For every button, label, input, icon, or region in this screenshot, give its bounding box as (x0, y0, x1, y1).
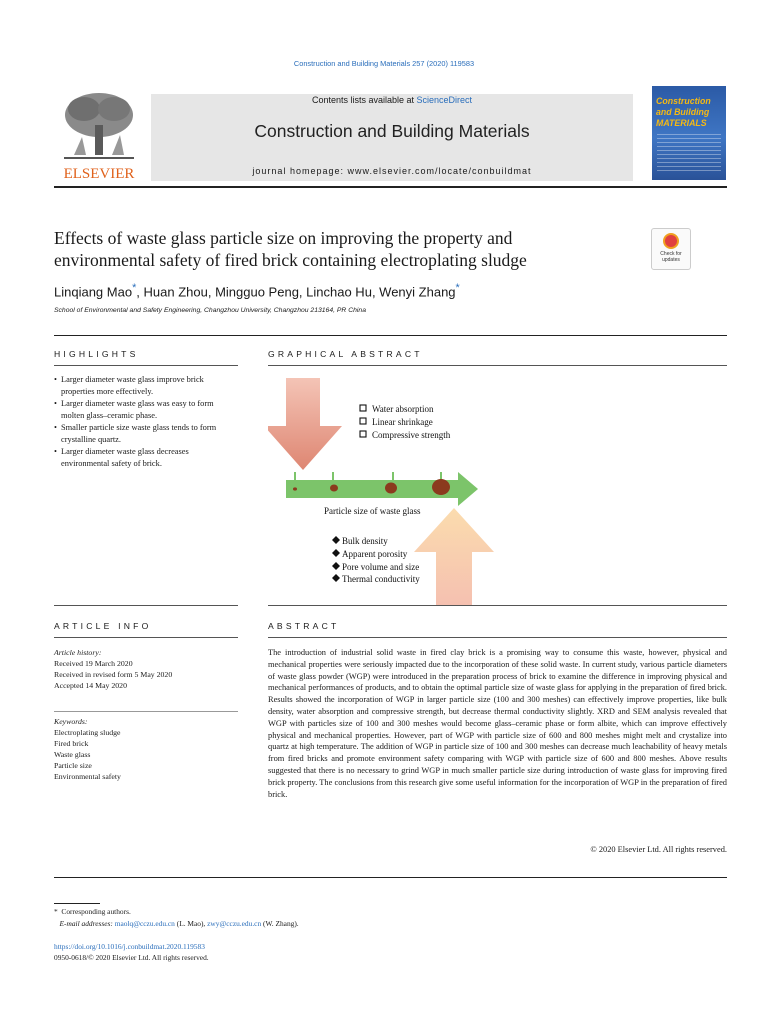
check-updates-icon (663, 233, 679, 249)
email-link[interactable]: zwy@cczu.edu.cn (207, 919, 262, 928)
highlights-heading: HIGHLIGHTS (54, 349, 139, 359)
corresponding-mark[interactable]: * (132, 282, 137, 294)
graphical-abstract-figure[interactable] (268, 374, 496, 606)
corresponding-footnote (54, 907, 131, 916)
legend-item: Pore volume and size (342, 562, 420, 572)
section-divider (54, 335, 727, 336)
particle-icon (385, 483, 397, 494)
section-rule (268, 605, 727, 606)
affiliation: School of Environmental and Safety Engineering, Changzhou University, Changzhou 213164, PR China (54, 307, 366, 314)
keywords-block (54, 716, 244, 782)
header-rule (54, 186, 727, 188)
homepage-prefix: journal homepage: (252, 166, 348, 176)
elsevier-tree-logo (54, 87, 144, 182)
author-name[interactable]: Mingguo Peng (215, 284, 299, 300)
author-list: Linqiang Mao*, Huan Zhou, Mingguo Peng, Linchao Hu, Wenyi Zhang* (54, 282, 460, 300)
contents-line (151, 95, 633, 105)
heading-rule (268, 637, 727, 638)
abstract-heading: ABSTRACT (268, 621, 340, 631)
journal-cover[interactable] (652, 86, 726, 180)
article-title: Effects of waste glass particle size on improving the property and environmental safety of fired brick containing electroplating sludge (54, 228, 527, 270)
legend-item: Apparent porosity (342, 549, 408, 559)
keyword-item: Electroplating sludge (54, 728, 121, 737)
legend-item: Water absorption (372, 404, 434, 414)
email-label: E-mail addresses: (59, 919, 113, 928)
axis-tick (392, 472, 394, 482)
email-owner: (L. Mao), (176, 919, 206, 928)
legend-item: Compressive strength (372, 430, 451, 440)
legend-item: Thermal conductivity (342, 574, 420, 584)
journal-homepage (151, 166, 633, 176)
cover-title: Construction and Building MATERIALS (656, 96, 711, 128)
cover-texture (657, 134, 721, 172)
homepage-url[interactable]: www.elsevier.com/locate/conbuildmat (347, 166, 532, 176)
axis-tick (294, 472, 296, 482)
highlight-item: • Larger diameter waste glass decreases environmental safety of brick. (54, 446, 238, 470)
check-updates-label: Check for updates (660, 251, 682, 263)
heading-rule (54, 365, 238, 366)
footnote-mark: * (54, 907, 58, 916)
footnote-rule (54, 903, 100, 904)
footnote-text: Corresponding authors. (61, 907, 131, 916)
legend-item: Bulk density (342, 536, 388, 546)
particle-icon (432, 479, 450, 495)
email-link[interactable]: maolq@cczu.edu.cn (114, 919, 175, 928)
particle-icon (293, 487, 297, 490)
section-rule (54, 605, 238, 606)
abstract-text: The introduction of industrial solid waste in fired clay brick is a promising way to consume this waste, however, physical and mechanical properties were seriously impacted due to the incorporation of these solid waste. In current study, various particle diameters of waste glass powder (WGP) were introduced in the preparation process of brick to examine the difference in improving physical and mechanical performances of products, and to obtain the optimal particle size of waste glass for applying in the preparation of fired brick. Results showed the incorporation of WGP in larger particle size (100 and 300 meshes) can effectively improve properties, like bulk density, water absorption and compressive strength, but decrease thermal conductivity slightly. XRD and SEM analysis revealed that WGP with particles size of 100 and 300 meshes would become glass–ceramic phase or form albite, which can improve effectively physical and mechanical properties. However, part of WGP with particle size of 600 and 800 meshes might melt and crystalize into quartz at high temperature. The addition of WGP in particle size of 100 and 300 meshes can decrease much leachability of heavy metals from fired bricks and promote environment safety comparing with WGP with particle size of 600 and 800 meshes. Above results suggested that there is no necessary to grind WGP in much smaller particle size during introduction of waste glass for improving fired brick property. The conclusions from this research give some useful information for the incorporation of WGP in the preparation of fired brick. (268, 648, 727, 799)
check-for-updates-badge[interactable] (651, 228, 691, 270)
history-accepted: Accepted 14 May 2020 (54, 681, 127, 690)
history-received: Received 19 March 2020 (54, 659, 133, 668)
highlight-item: • Larger diameter waste glass improve brick properties more effectively. (54, 374, 238, 398)
doi-link[interactable]: https://doi.org/10.1016/j.conbuildmat.2020.119583 (54, 942, 205, 951)
journal-name[interactable]: Construction and Building Materials (254, 121, 530, 141)
email-footnote (54, 919, 299, 928)
section-divider (54, 877, 727, 878)
keywords-label: Keywords: (54, 717, 88, 726)
author-name[interactable]: Huan Zhou (143, 284, 208, 300)
history-label: Article history: (54, 648, 102, 657)
particle-icon (330, 485, 338, 492)
history-revised: Received in revised form 5 May 2020 (54, 670, 173, 679)
elsevier-wordmark: ELSEVIER (63, 166, 135, 182)
sciencedirect-link[interactable]: ScienceDirect (416, 95, 473, 105)
contents-prefix: Contents lists available at (311, 95, 417, 105)
abstract-copyright: © 2020 Elsevier Ltd. All rights reserved. (590, 845, 727, 854)
issn-line: 0950-0618/© 2020 Elsevier Ltd. All rights reserved. (54, 953, 209, 962)
keyword-item: Particle size (54, 761, 92, 770)
highlight-item: • Smaller particle size waste glass tends to form crystalline quartz. (54, 422, 238, 446)
graphical-abstract-heading: GRAPHICAL ABSTRACT (268, 349, 423, 359)
article-history (54, 647, 244, 691)
corresponding-mark[interactable]: * (455, 282, 460, 294)
highlight-item: • Larger diameter waste glass was easy to form molten glass–ceramic phase. (54, 398, 238, 422)
info-divider (54, 711, 238, 712)
keyword-item: Environmental safety (54, 772, 121, 781)
heading-rule (268, 365, 727, 366)
journal-citation[interactable]: Construction and Building Materials 257 (2020) 119583 (293, 59, 475, 68)
heading-rule (54, 637, 238, 638)
author-name[interactable]: Linchao Hu (306, 284, 372, 300)
legend-item: Linear shrinkage (372, 417, 433, 427)
axis-tick (332, 472, 334, 482)
author-name[interactable]: Wenyi Zhang (379, 284, 456, 300)
highlights-list (54, 374, 238, 470)
keyword-item: Waste glass (54, 750, 91, 759)
email-owner: (W. Zhang). (263, 919, 299, 928)
author-name[interactable]: Linqiang Mao (54, 284, 133, 300)
keyword-item: Fired brick (54, 739, 89, 748)
axis-label: Particle size of waste glass (324, 506, 421, 516)
article-info-heading: ARTICLE INFO (54, 621, 152, 631)
